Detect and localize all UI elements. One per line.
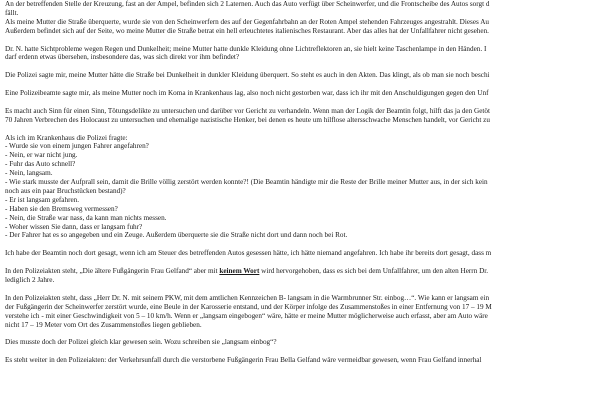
paragraph-11 (5, 356, 600, 365)
paragraph-4 (5, 89, 600, 98)
dialogue-line: - Nein, die Straße war nass, da kann man nichts messen. (5, 213, 167, 222)
paragraph-9 (5, 294, 600, 330)
text-line: Dies musste doch der Polizei gleich klar gewesen sein. Wozu schreiben sie „langsam einbog“? (5, 338, 277, 347)
text-line: Als meine Mutter die Straße überquerte, wurde sie von den Scheinwerfern des auf der Gegenfahrbahn an der Roten Ampel stehenden Fahrzeuges angestrahlt. Dieses Au (5, 17, 489, 26)
dialogue-line: - Wurde sie von einem jungen Fahrer angefahren? (5, 142, 149, 151)
dialogue-line: - Fuhr das Auto schnell? (5, 160, 76, 169)
text-line: Die Polizei sagte mir, meine Mutter hätte die Straße bei Dunkelheit in dunkler Kleidung überquert. So steht es auch in den Akten. Das klingt, als ob man sie noch beschi (5, 71, 490, 80)
text-line: Eine Polizeibeamte sagte mir, als meine Mutter noch im Koma in Krankenhaus lag, also noch nicht gestorben war, dass ich ihr mit den Anschuldigungen gegen den Unf (5, 89, 489, 98)
text-line: Als ich im Krankenhaus die Polizei fragte: (5, 133, 128, 142)
text-line (5, 267, 600, 276)
text-line: der Fußgängerin der Scheinwerfer zerstört wurde, eine Beule in der Karosserie entstand, und der Körper infolge des Zusammenstoßes in einer Entfernung von 17 – 19 M (5, 302, 492, 311)
text-line: Ich habe der Beamtin noch dort gesagt, wenn ich am Steuer des betreffenden Autos gesessen hätte, ich hätte niemand angefahren. Ich habe ihr bereits dort gesagt, dass m (5, 249, 492, 258)
paragraph-1 (5, 0, 600, 36)
text-line: verstehe ich - mit einer Geschwindigkeit von 5 – 10 km/h. Wenn er „langsam eingebogen“ wäre, hätte er meine Mutter möglicherweise auch erfasst, aber am Auto wäre (5, 311, 488, 320)
text-line: Dr. N. hatte Sichtprobleme wegen Regen und Dunkelheit; meine Mutter hatte dunkle Kleidung ohne Lichtreflektoren an, sie hielt keine Taschenlampe in den Händen. I (5, 44, 487, 53)
dialogue-line: noch aus ein paar Bruchstücken bestand)? (5, 186, 126, 195)
text-line: In den Polizeiakten steht, dass „Herr Dr. N. mit seinem PKW, mit dem amtlichen Kennzeichen B- langsam in die Warmbrunner Str. einbog…“. Wie kann er langsam ein (5, 293, 490, 302)
dialogue-paragraph (5, 134, 600, 241)
text-line: nicht 17 – 19 Meter vom Ort des Zusammenstoßes liegen geblieben. (5, 320, 202, 329)
dialogue-line: - Nein, er war nicht jung. (5, 151, 78, 160)
paragraph-7 (5, 249, 600, 258)
text-line: lediglich 2 Jahre. (5, 275, 55, 284)
text-line: Es macht auch Sinn für einen Sinn, Tötungsdelikte zu untersuchen und darüber vor Gericht zu verhandeln. Wenn man der Logik der Beamtin folgt, hilft das ja den Getöt (5, 106, 490, 115)
paragraph-10 (5, 338, 600, 347)
dialogue-line: - Haben sie den Bremsweg vermessen? (5, 204, 118, 213)
document-body (5, 0, 600, 374)
dialogue-line: - Der Fahrer hat es so angegeben und ein Zeuge. Außerdem überquerte sie die Straße nicht dort und dann noch bei Rot. (5, 231, 348, 240)
text-line: Außerdem befindet sich auf der Seite, wo meine Mutter die Straße betrat ein hell erleuchtetes italienisches Restaurant. Aber das alles hat der Unfallfahrer nicht gesehen. (5, 26, 489, 35)
dialogue-line: - Nein, langsam. (5, 169, 53, 178)
text-line: fällt. (5, 8, 19, 17)
paragraph-3 (5, 71, 600, 80)
text-line: Es steht weiter in den Polizeiakten: der Verkehrsunfall durch die verstorbene Fußgängerin Frau Bella Gelfand wäre vermeidbar gewesen, wenn Frau Gelfand innerhal (5, 356, 482, 365)
paragraph-2 (5, 45, 600, 63)
text-line: An der betreffenden Stelle der Kreuzung, fast an der Ampel, befinden sich 2 Laternen. Auch das Auto verfügt über Scheinwerfer, und die Frontscheibe des Autos sorgt d (5, 0, 490, 8)
dialogue-line: - Wie stark musste der Aufprall sein, damit die Brille völlig zerstört werden konnte?! (Die Beamtin händigte mir die Reste der Brille meiner Mutter aus, in der sich kein (5, 178, 488, 187)
text-segment: In den Polizeiakten steht, „Die ältere Fußgängerin Frau Gelfand“ aber mit (5, 267, 220, 276)
text-line: darf erdenn etwas übersehen, insbesondere das, was sich direkt vor ihm befindet? (5, 53, 240, 62)
emphasized-text: keinem Wort (219, 267, 260, 276)
dialogue-line: - Woher wissen Sie dann, dass er langsam fuhr? (5, 222, 143, 231)
text-line: 70 Jahren Verbrechen des Holocaust zu untersuchen und ehemalige nazistische Henker, bei denen es heute um hilflose altersschwache Menschen handelt, vor Gericht zu (5, 115, 490, 124)
paragraph-8 (5, 267, 600, 285)
text-segment: wird hervorgehoben, dass es sich bei dem Unfallfahrer, um den alten Herrn Dr. (259, 267, 489, 276)
paragraph-5 (5, 107, 600, 125)
dialogue-line: - Er ist langsam gefahren. (5, 195, 80, 204)
